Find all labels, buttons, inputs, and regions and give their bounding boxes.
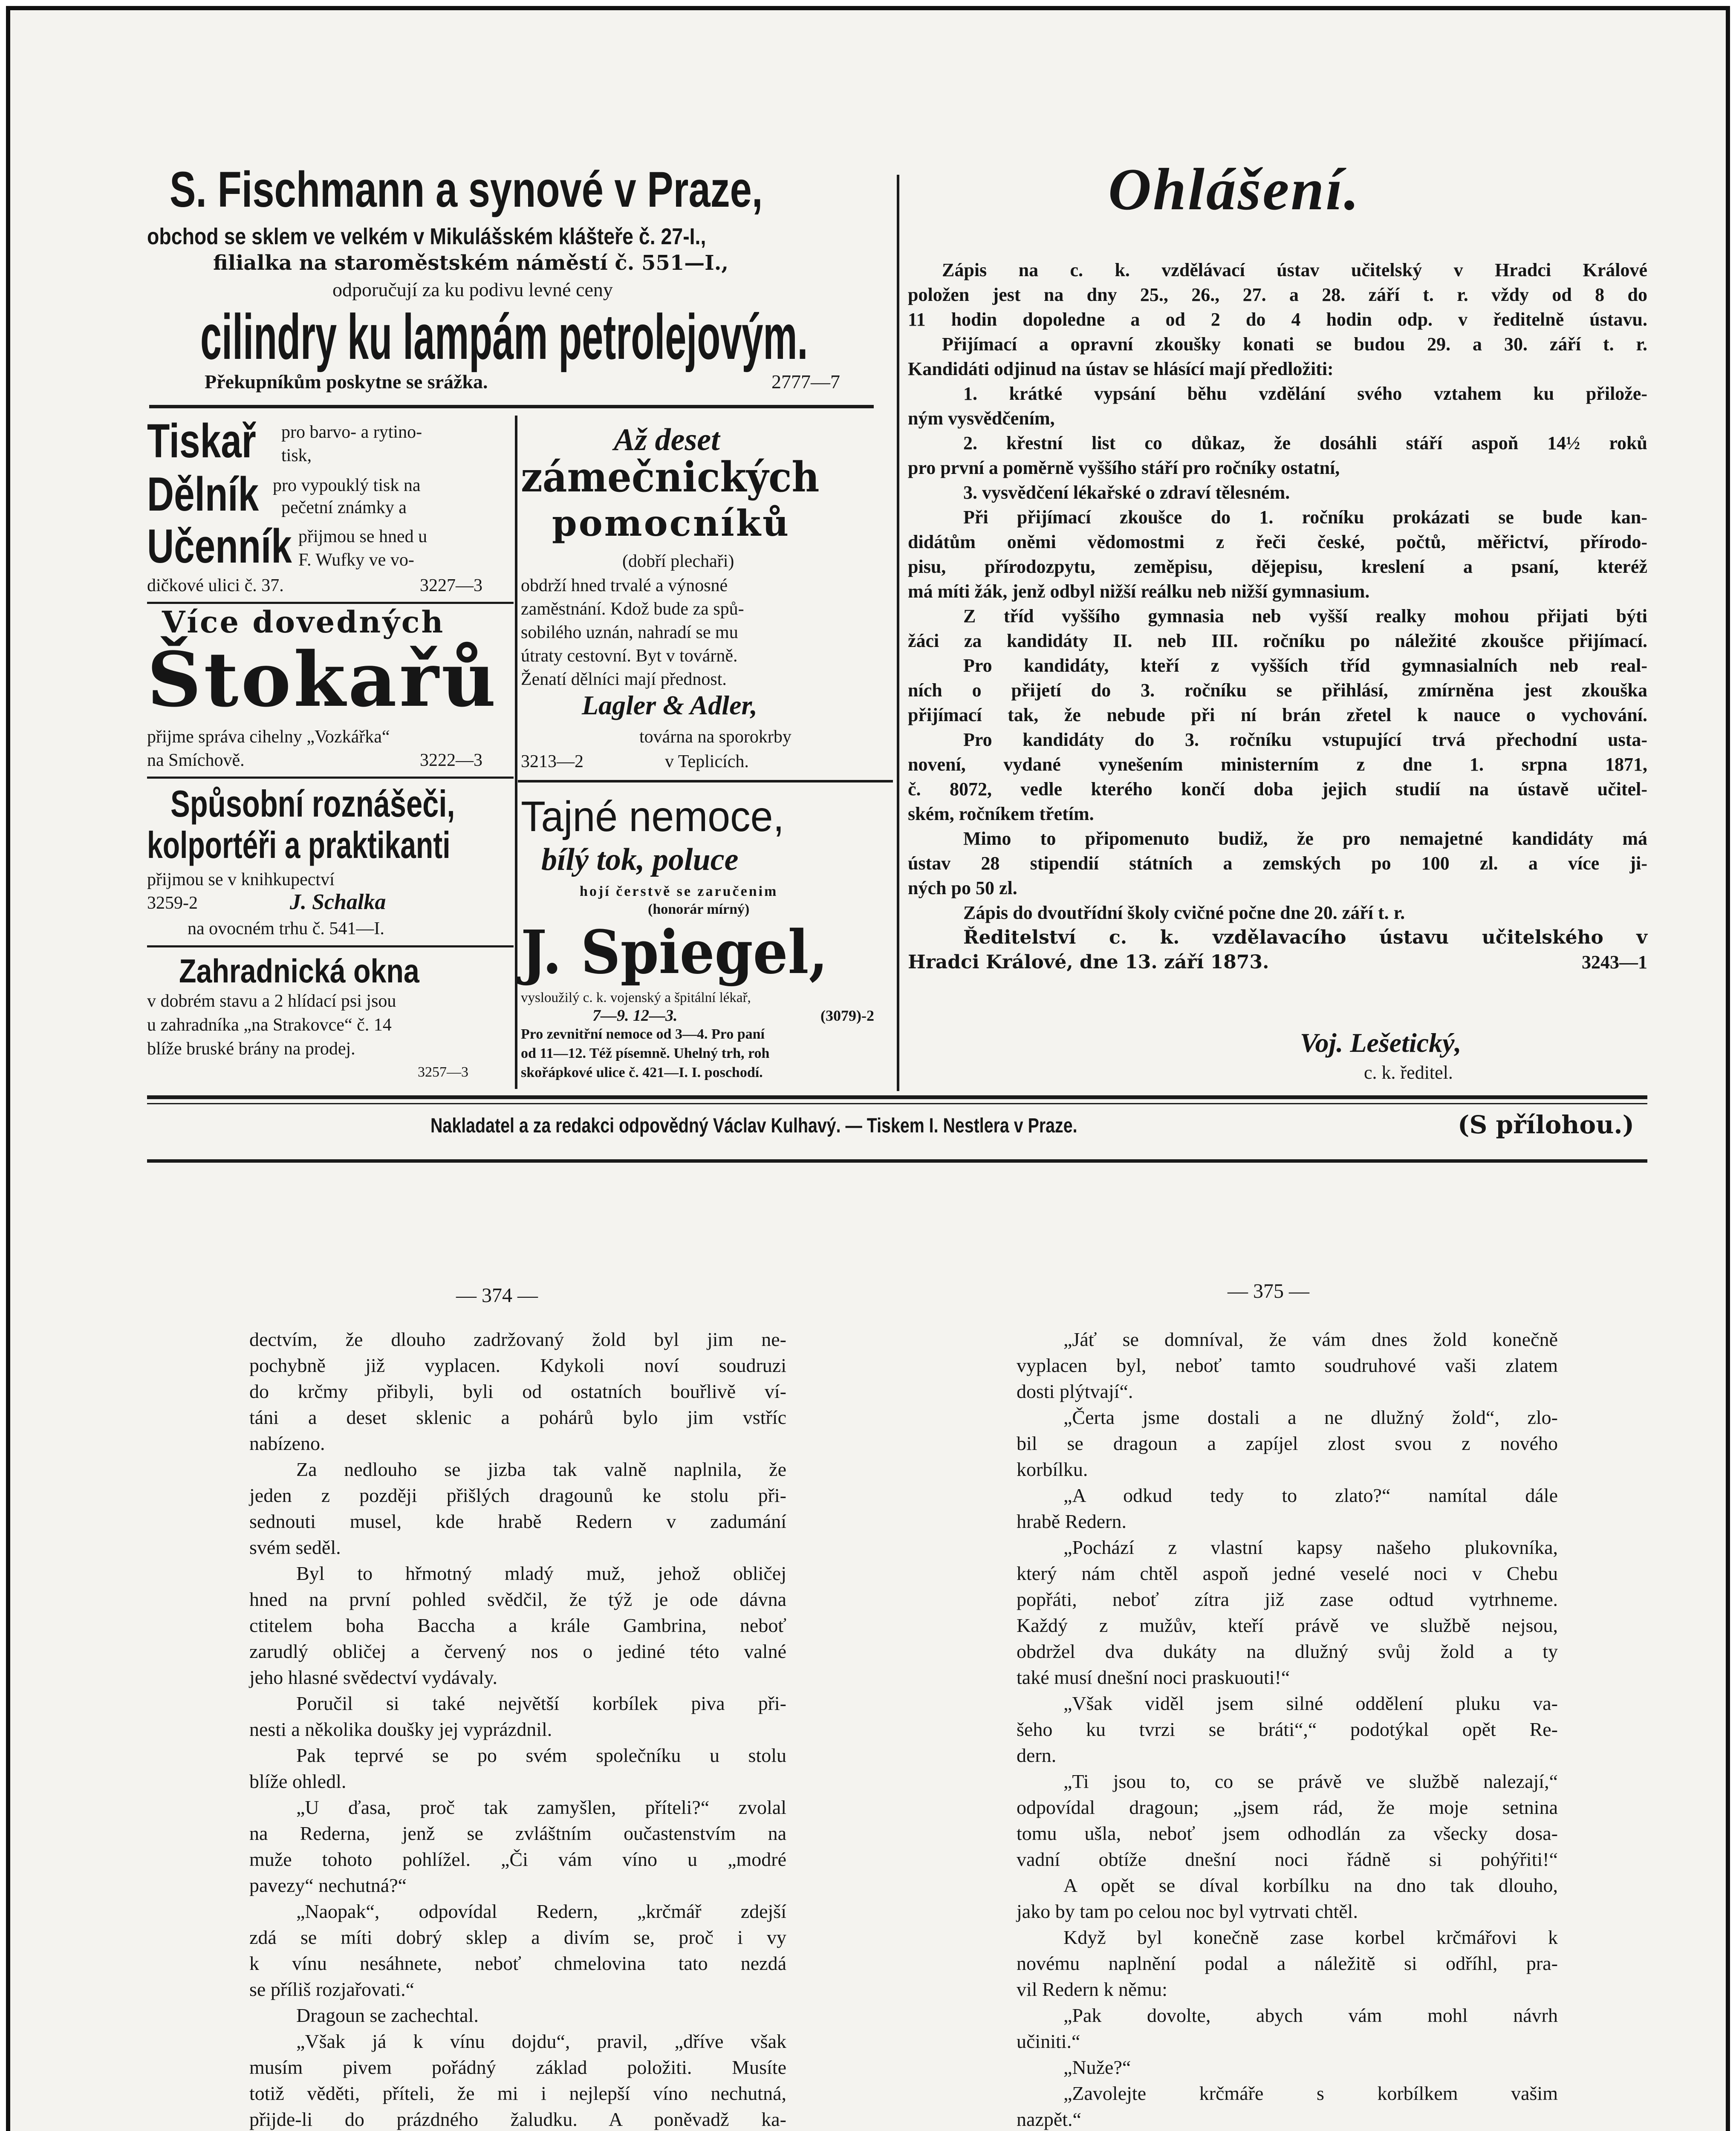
ohlaseni-line: č. 8072, vedle kterého končí doba jejich studií na ústavě učitel- bbox=[908, 779, 1647, 800]
zamecnici-line1: Až deset bbox=[614, 422, 720, 457]
roznaseci-line3: přijmou se v knihkupectví bbox=[147, 870, 335, 889]
left-page-text bbox=[249, 1326, 786, 2131]
zamecnici-line6: zaměstnání. Kdož bude za spů- bbox=[521, 599, 744, 619]
text-line: totiž věděti, příteli, že mi i nejlepší víno nechutná, bbox=[249, 2082, 786, 2104]
text-line: nazpět.“ bbox=[1017, 2108, 1081, 2130]
stokaru-line1: Více dovedných bbox=[162, 604, 445, 640]
zahradnicka-title: Zahradnická okna bbox=[179, 952, 419, 990]
fischmann-line3: odporučují za ku podivu levné ceny bbox=[332, 279, 613, 300]
divider-bottom-thin bbox=[147, 1103, 1647, 1104]
divider-stokaru bbox=[147, 777, 514, 779]
footer-imprint: Nakladatel a za redakci odpovědný Václav Kulhavý. — Tiskem I. Nestlera v Praze. bbox=[430, 1115, 1077, 1137]
tiskar-desc2a: pro vypouklý tisk na bbox=[273, 476, 421, 495]
ohlaseni-line: 11 hodin dopoledne a od 2 do 4 hodin odp. v ředitelně ústavu. bbox=[908, 309, 1647, 330]
zamecnici-line3: pomocníků bbox=[552, 502, 791, 544]
ohlaseni-line: Ředitelství c. k. vzdělavacího ústavu učitelského v bbox=[963, 927, 1647, 948]
ohlaseni-line: 1. krátké vypsání běhu vzdělání svého vztahem ku přilože- bbox=[963, 383, 1647, 404]
ohlaseni-line: Zápis do dvoutřídní školy cvičné počne dne 20. září t. r. bbox=[963, 902, 1405, 923]
text-line: muže tohoto pohlížel. „Či vám víno u „modré bbox=[249, 1848, 786, 1870]
text-line: táni a deset sklenic a pohárů bylo jim vstříc bbox=[249, 1406, 786, 1428]
ohlaseni-line: Z tříd vyššího gymnasia neb vyšší realky mohou přijati býti bbox=[963, 606, 1647, 627]
text-line: jeden z později přišlých dragounů ke stolu při- bbox=[249, 1484, 786, 1506]
ohlaseni-line: ných po 50 zl. bbox=[908, 878, 1017, 898]
ohlaseni-line: má míti žák, jenž odbyl nižší reálku neb nižší gymnasium. bbox=[908, 581, 1370, 602]
ohlaseni-line: Přijímací a opravní zkoušky konati se budou 29. a 30. září t. r. bbox=[942, 334, 1647, 355]
text-line: „Pak dovolte, abych vám mohl návrh bbox=[1063, 2004, 1558, 2026]
stokaru-big: Štokařů bbox=[147, 635, 499, 724]
text-line: musím pivem pořádný základ položiti. Musíte bbox=[249, 2056, 786, 2078]
ohlaseni-line: novení, vydané vynešením ministerním z dne 1. srpna 1871, bbox=[908, 754, 1647, 775]
text-line: dern. bbox=[1017, 1744, 1057, 1766]
tiskar-desc3a: přijmou se hned u bbox=[298, 527, 428, 546]
tiskar-line4: dičkové ulici č. 37. bbox=[147, 576, 284, 595]
text-line: vadní obtíže dnešní noci řádně si pohýřiti!“ bbox=[1017, 1848, 1558, 1870]
spiegel-line7a: 7—9. 12—3. bbox=[592, 1007, 678, 1025]
ohlaseni-line: ným vysvědčením, bbox=[908, 408, 1055, 429]
ohlaseni-line: ních o přijetí do 3. ročníku se přihlásí, zmírněna jest zkouška bbox=[908, 680, 1647, 701]
text-line: „Zavolejte krčmáře s korbílkem vašim bbox=[1063, 2082, 1558, 2104]
text-line: „Pochází z vlastní kapsy našeho plukovníka, bbox=[1063, 1536, 1558, 1558]
text-line: zdá se míti dobrý sklep a divím se, proč i vy bbox=[249, 1926, 786, 1948]
text-line: „Ti jsou to, co se právě ve službě nalezají,“ bbox=[1063, 1770, 1558, 1792]
ohlaseni-line: přijímací tak, že nebude při ní brán zřetel k nauce o vychování. bbox=[908, 705, 1647, 725]
tiskar-desc1b: tisk, bbox=[281, 446, 312, 465]
col-rule-1 bbox=[515, 416, 517, 1089]
ohlaseni-line: 3243—1 bbox=[1582, 952, 1647, 973]
left-page-number: — 374 — bbox=[456, 1284, 538, 1307]
ohlaseni-line: Kandidáti odjinud na ústav se hlásící mají předložiti: bbox=[908, 358, 1334, 379]
text-line: „Čerta jsme dostali a ne dlužný žold“, zlo- bbox=[1063, 1406, 1558, 1428]
zamecnici-line11: továrna na sporokrby bbox=[639, 727, 791, 747]
ohlaseni-line: didátům oněmi vědomostmi z řeči české, počtů, měřictví, přírodo- bbox=[908, 531, 1647, 552]
ohlaseni-title: Ohlášení. bbox=[1108, 156, 1361, 222]
zamecnici-firm: Lagler & Adler, bbox=[582, 690, 757, 720]
ohlaseni-line: pro první a poměrně vyššího stáří pro ročníky ostatní, bbox=[908, 457, 1340, 478]
roznaseci-code: 3259-2 bbox=[147, 893, 198, 913]
text-line: vyplacen byl, neboť tamto soudruhové vaši zlatem bbox=[1017, 1354, 1558, 1376]
fischmann-title: S. Fischmann a synové v Praze, bbox=[170, 162, 763, 218]
text-line: popřáti, neboť zítra již zase odtud vytrhneme. bbox=[1017, 1588, 1558, 1610]
fischmann-discount: Překupníkům poskytne se srážka. bbox=[205, 371, 488, 393]
fischmann-line2: filialka na staroměstském náměstí č. 551—I., bbox=[213, 251, 729, 275]
text-line: učiniti.“ bbox=[1017, 2030, 1080, 2052]
tiskar-word3: Učenník bbox=[147, 520, 292, 573]
zamecnici-line7: sobilého uznán, nahradí se mu bbox=[521, 623, 738, 642]
text-line: do krčmy přibyli, byli od ostatních bouřlivě ví- bbox=[249, 1380, 786, 1402]
roznaseci-line2: kolportéři a praktikanti bbox=[147, 824, 451, 866]
zamecnici-code: 3213—2 bbox=[521, 752, 583, 771]
tiskar-word1: Tiskař bbox=[147, 414, 256, 468]
ohlaseni-sig-title: c. k. ředitel. bbox=[1364, 1062, 1453, 1083]
text-line: zarudlý obličej a červený nos o jediné této valné bbox=[249, 1640, 786, 1662]
text-line: „Jáť se domníval, že vám dnes žold konečně bbox=[1063, 1328, 1558, 1350]
zahradnicka-code: 3257—3 bbox=[418, 1064, 468, 1080]
roznaseci-line1: Spůsobní roznášeči, bbox=[170, 783, 455, 825]
spiegel-line6: vysloužilý c. k. vojenský a špitální lékař, bbox=[521, 990, 751, 1005]
text-line: pochybně již vyplacen. Kdykoli noví soudruzi bbox=[249, 1354, 786, 1376]
ohlaseni-line: Pro kandidáty, kteří z vyšších tříd gymnasialních neb real- bbox=[963, 655, 1647, 676]
tiskar-desc3b: F. Wufky ve vo- bbox=[298, 550, 414, 570]
text-line: vil Redern k němu: bbox=[1017, 1978, 1167, 2000]
text-line: A opět se díval korbílku na dno tak dlouho, bbox=[1063, 1874, 1558, 1896]
ohlaseni-body bbox=[908, 258, 1647, 975]
tiskar-desc2b: pečetní známky a bbox=[281, 498, 407, 517]
text-line: nabízeno. bbox=[249, 1432, 325, 1454]
text-line: „Však viděl jsem silné oddělení pluku va- bbox=[1063, 1692, 1558, 1714]
ohlaseni-line: Mimo to připomenuto budiž, že pro nemajetné kandidáty má bbox=[963, 828, 1647, 849]
text-line: „Nuže?“ bbox=[1063, 2056, 1131, 2078]
col-rule-2 bbox=[897, 175, 899, 1091]
text-line: se příliš rozjařovati.“ bbox=[249, 1978, 415, 2000]
divider-fischmann bbox=[149, 405, 874, 408]
fischmann-headline: cilindry ku lampám petrolejovým. bbox=[200, 301, 808, 372]
text-line: ctitelem boha Baccha a krále Gambrina, neboť bbox=[249, 1614, 786, 1636]
zamecnici-line4: (dobří plechaři) bbox=[622, 552, 734, 571]
right-page-text bbox=[1017, 1326, 1558, 2131]
spiegel-line9: od 11—12. Též písemně. Uhelný trh, roh bbox=[521, 1045, 770, 1061]
text-line: Když byl konečně zase korbel krčmářovi k bbox=[1063, 1926, 1558, 1948]
text-line: také musí dnešní noci praskuouti!“ bbox=[1017, 1666, 1290, 1688]
divider-tiskar bbox=[147, 602, 514, 604]
zahradnicka-line2: u zahradníka „na Strakovce“ č. 14 bbox=[147, 1015, 392, 1035]
text-line: „Naopak“, odpovídal Redern, „krčmář zdejší bbox=[296, 1900, 786, 1922]
text-line: Byl to hřmotný mladý muž, jehož obličej bbox=[296, 1562, 786, 1584]
roznaseci-name: J. Schalka bbox=[290, 890, 386, 914]
ohlaseni-line: Zápis na c. k. vzdělávací ústav učitelský v Hradci Králové bbox=[942, 260, 1647, 280]
ohlaseni-line: Pro kandidáty do 3. ročníku vstupující trvá přechodní usta- bbox=[963, 729, 1647, 750]
text-line: šeho ku tvrzi se bráti“,“ podotýkal opět Re- bbox=[1017, 1718, 1558, 1740]
ohlaseni-line: 3. vysvědčení lékařské o zdraví tělesném. bbox=[963, 482, 1290, 503]
zamecnici-line9: Ženatí dělníci mají přednost. bbox=[521, 670, 727, 689]
text-line: jeho hlasné svědectví vydávaly. bbox=[249, 1666, 498, 1688]
spiegel-line10: skořápkové ulice č. 421—I. I. poschodí. bbox=[521, 1065, 763, 1080]
text-line: odpovídal dragoun; „jsem rád, že moje setnina bbox=[1017, 1796, 1558, 1818]
fischmann-line1: obchod se sklem ve velkém v Mikulášském klášteře č. 27-I., bbox=[147, 224, 706, 249]
spiegel-line1: Tajné nemoce, bbox=[521, 793, 784, 840]
ohlaseni-line: ústav 28 stipendií státních a zemských po 100 zl. a více ji- bbox=[908, 853, 1647, 874]
text-line: hrabě Redern. bbox=[1017, 1510, 1127, 1532]
text-line: svém seděl. bbox=[249, 1536, 341, 1558]
tiskar-code: 3227—3 bbox=[420, 576, 482, 595]
spiegel-line7b: (3079)-2 bbox=[820, 1007, 874, 1024]
right-page-number: — 375 — bbox=[1228, 1280, 1309, 1302]
ohlaseni-line: pisu, přírodozpytu, zeměpisu, dějepisu, kreslení a psaní, kteréž bbox=[908, 556, 1647, 577]
ohlaseni-line: položen jest na dny 25., 26., 27. a 28. září t. r. vždy od 8 do bbox=[908, 284, 1647, 305]
text-line: dectvím, že dlouho zadržovaný žold byl jim ne- bbox=[249, 1328, 786, 1350]
zamecnici-line2: zámečnických bbox=[521, 453, 820, 501]
stokaru-line4: na Smíchově. bbox=[147, 751, 245, 770]
text-line: jako by tam po celou noc byl vytrvati chtěl. bbox=[1017, 1900, 1358, 1922]
tiskar-word2: Dělník bbox=[147, 468, 259, 521]
stokaru-line3: přijme správa cihelny „Vozkářka“ bbox=[147, 727, 390, 747]
spiegel-name: J. Spiegel, bbox=[521, 918, 828, 988]
fischmann-code: 2777—7 bbox=[771, 371, 840, 393]
text-line: korbílku. bbox=[1017, 1458, 1088, 1480]
ohlaseni-line: 2. křestní list co důkaz, že dosáhli stáří aspoň 14½ roků bbox=[963, 433, 1647, 453]
text-line: na Rederna, jenž se zvláštním oučastenstvím na bbox=[249, 1822, 786, 1844]
divider-zamecnici bbox=[518, 780, 893, 783]
text-line: Za nedlouho se jizba tak valně naplnila, že bbox=[296, 1458, 786, 1480]
text-line: sednouti musel, kde hrabě Redern v zadumání bbox=[249, 1510, 786, 1532]
stokaru-code: 3222—3 bbox=[420, 751, 482, 770]
ohlaseni-signature: Voj. Lešetický, bbox=[1300, 1028, 1462, 1058]
ohlaseni-line: žáci za kandidáty II. neb III. ročníku po náležité zkoušce přijímací. bbox=[908, 630, 1647, 651]
ohlaseni-line: Hradci Králové, dne 13. září 1873. bbox=[908, 951, 1269, 973]
ohlaseni-line: ském, ročníkem třetím. bbox=[908, 803, 1094, 824]
spiegel-line2: bílý tok, poluce bbox=[541, 842, 739, 877]
spiegel-line4: (honorár mírný) bbox=[648, 901, 750, 917]
text-line: nesti a několika doušky jej vyprázdnil. bbox=[249, 1718, 552, 1740]
text-line: obdržel dva dukáty na dlužný svůj žold a ty bbox=[1017, 1640, 1558, 1662]
divider-roznaseci bbox=[147, 945, 514, 947]
text-line: bil se dragoun a zapíjel zlost svou z nového bbox=[1017, 1432, 1558, 1454]
text-line: k vínu nesáhnete, neboť chmelovina tato nezdá bbox=[249, 1952, 786, 1974]
text-line: „A odkud tedy to zlato?“ namítal dále bbox=[1063, 1484, 1558, 1506]
text-line: Dragoun se zachechtal. bbox=[296, 2004, 479, 2026]
divider-footer bbox=[147, 1159, 1647, 1163]
zamecnici-line5: obdrží hned trvalé a výnosné bbox=[521, 576, 728, 595]
zamecnici-line8: útraty cestovní. Byt v továrně. bbox=[521, 646, 738, 666]
text-line: tomu ušla, neboť jsem odhodlán za všecky dosa- bbox=[1017, 1822, 1558, 1844]
spiegel-line8: Pro zevnitřní nemoce od 3—4. Pro paní bbox=[521, 1026, 765, 1042]
tiskar-desc1a: pro barvo- a rytino- bbox=[281, 422, 422, 442]
divider-bottom-top bbox=[147, 1095, 1647, 1099]
text-line: Každý z mužův, kteří právě ve službě nejsou, bbox=[1017, 1614, 1558, 1636]
text-line: hned na první pohled svědčil, že týž je ode dávna bbox=[249, 1588, 786, 1610]
footer-supplement: (S přílohou.) bbox=[1458, 1110, 1635, 1139]
text-line: novému naplnění podal a náležitě si odříhl, pra- bbox=[1017, 1952, 1558, 1974]
zamecnici-place: v Teplicích. bbox=[665, 752, 749, 771]
text-line: „Však já k vínu dojdu“, pravil, „dříve však bbox=[296, 2030, 786, 2052]
zahradnicka-line1: v dobrém stavu a 2 hlídací psi jsou bbox=[147, 991, 396, 1011]
ohlaseni-line: Při přijímací zkoušce do 1. ročníku prokázati se bude kan- bbox=[963, 507, 1647, 528]
text-line: přijde-li do prázdného žaludku. A poněvadž ka- bbox=[249, 2108, 786, 2130]
text-line: který nám chtěl aspoň jedné veselé noci v Chebu bbox=[1017, 1562, 1558, 1584]
text-line: pavezy“ nechutná?“ bbox=[249, 1874, 407, 1896]
spiegel-line3: hojí čerstvě se zaručenim bbox=[580, 884, 778, 899]
text-line: dosti plýtvají“. bbox=[1017, 1380, 1133, 1402]
zahradnicka-line3: blíže bruské brány na prodej. bbox=[147, 1039, 355, 1059]
roznaseci-line5: na ovocném trhu č. 541—I. bbox=[188, 919, 384, 938]
text-line: „U ďasa, proč tak zamyšlen, příteli?“ zvolal bbox=[296, 1796, 786, 1818]
text-line: Pak teprvé se po svém společníku u stolu bbox=[296, 1744, 786, 1766]
text-line: blíže ohledl. bbox=[249, 1770, 347, 1792]
text-line: Poručil si také největší korbílek piva při- bbox=[296, 1692, 786, 1714]
